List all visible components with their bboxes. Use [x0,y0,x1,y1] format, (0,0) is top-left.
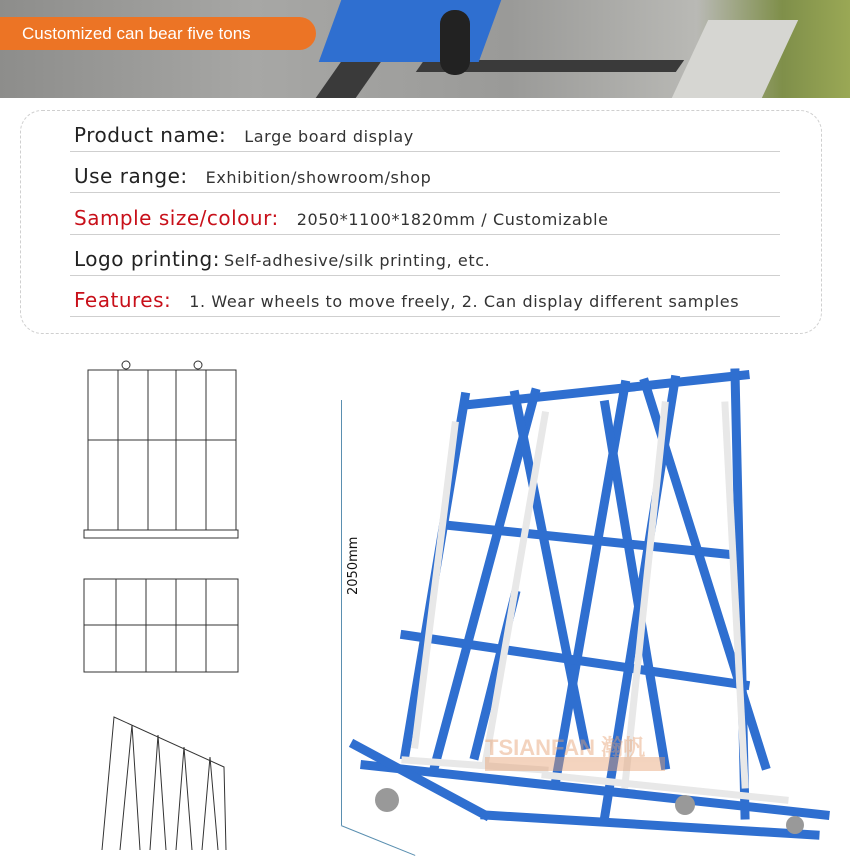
spec-label: Sample size/colour: [74,206,279,230]
perspective-drawing [102,717,226,850]
spec-row [70,111,780,152]
spec-value: Large board display [244,127,414,146]
watermark-logo [485,735,665,771]
technical-drawings [80,355,250,850]
svg-text:TSIANFAN 瀚帆: TSIANFAN 瀚帆 [485,735,646,760]
spec-value: 1. Wear wheels to move freely, 2. Can display different samples [189,292,740,311]
spec-value: 2050*1100*1820mm / Customizable [296,210,609,229]
spec-value: Self-adhesive/silk printing, etc. [223,251,491,270]
spec-row [70,235,780,276]
spec-value: Exhibition/showroom/shop [205,168,432,187]
front-view-drawing [84,361,238,538]
top-view-drawing [84,579,238,672]
rack-wheel-frame [319,0,502,62]
spec-label: Features: [74,288,172,312]
spec-row [70,152,780,193]
height-dimension-label: 2050mm [346,536,361,595]
spec-label: Logo printing: [74,247,220,271]
dimension-line [341,400,342,825]
feature-badge: Customized can bear five tons [0,17,316,50]
spec-row [70,194,780,235]
spec-label: Use range: [74,164,188,188]
rack-product-image [345,345,850,850]
spec-label: Product name: [74,123,227,147]
wheel [440,10,470,75]
spec-row [70,276,780,317]
